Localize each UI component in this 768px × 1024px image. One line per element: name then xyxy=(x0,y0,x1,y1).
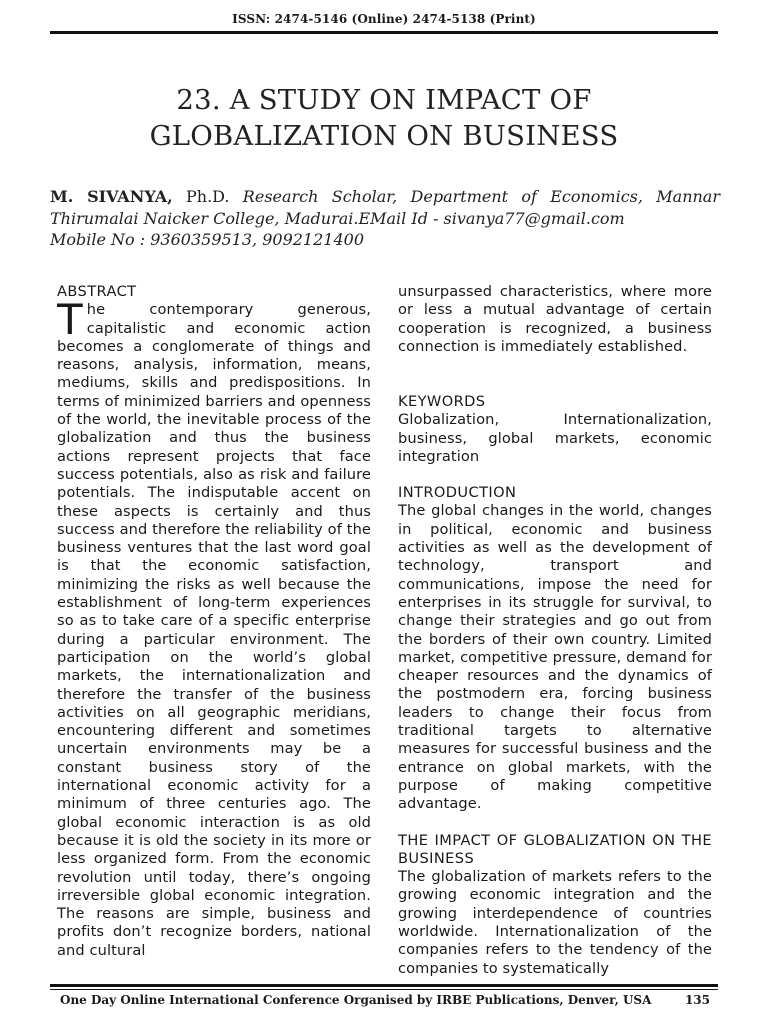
right-column xyxy=(398,283,712,978)
introduction-heading: INTRODUCTION xyxy=(398,484,517,502)
author-degree: Ph.D. xyxy=(186,187,230,206)
abstract-continued xyxy=(398,283,712,375)
footer-rule xyxy=(50,984,718,987)
impact-text: The globalization of markets refers to the growing economic integration and the growing interdependence of countries worldwide. Internationalization of the companies refers to the tendency of the companies to systematically xyxy=(398,868,712,977)
title-line-2: GLOBALIZATION ON BUSINESS xyxy=(149,120,619,152)
impact-heading: THE IMPACT OF GLOBALIZATION ON THE BUSINESS xyxy=(398,831,712,867)
keywords-text: Globalization, Internationalization, business, global markets, economic integration xyxy=(398,411,712,465)
abstract-dropcap: T xyxy=(57,301,83,345)
footer xyxy=(60,993,710,1007)
introduction-text: The global changes in the world, changes in political, economic and business activities as well as the development of technology, transport and communications, impose the need for enterprises in its struggle for survival, to change their strategies and go out from the borders of their own country. Limited market, competitive pressure, demand for cheaper resources and the dynamics of the postmodern era, forcing business leaders to change their focus from traditional targets to alternative measures for successful business and the entrance on global markets, with the purpose of making competitive advantage. xyxy=(398,502,712,813)
keywords-heading: KEYWORDS xyxy=(398,393,486,410)
issn-header: ISSN: 2474-5146 (Online) 2474-5138 (Print) xyxy=(232,12,536,26)
abstract-text: he contemporary generous, capitalistic and economic action becomes a conglomerate of things and reasons, analysis, information, means, mediums, skills and predispositions. In terms of minimized barriers and openness of the world, the inevitable process of the globalization and thus the business actions represent projects that face success potentials, also as risk and failure potentials. The indisputable accent on these aspects is certainly and thus success and therefore the reliability of the business ventures that the last word goal is that the economic satisfaction, minimizing the risks as well because the establishment of long-term experiences so as to take care of a specific enterprise during a particular environment. The participation on the world’s global markets, the internationalization and therefore the transfer of the business activities on all geographic meridians, encountering different and sometimes uncertain environments may be a constant business story of the international economic activity for a minimum of three centuries ago. The global economic interaction is as old because it is old the society in its more or less organized form. From the economic revolution until today, there’s ongoing irreversible global economic integration. The reasons are simple, business and profits don’t recognize borders, national and cultural xyxy=(57,301,371,959)
paper-title xyxy=(50,82,718,154)
abstract-body xyxy=(57,301,371,981)
author-name: M. SIVANYA, xyxy=(50,187,173,206)
left-column xyxy=(57,283,371,981)
page-number: 135 xyxy=(684,993,710,1007)
title-line-1: 23. A STUDY ON IMPACT OF xyxy=(176,84,592,116)
abstract-continued-text: unsurpassed characteristics, where more or less a mutual advantage of certain cooperation is recognized, a business connection is immediately established. xyxy=(398,283,712,355)
author-mobile: Mobile No : 9360359513, 9092121400 xyxy=(50,230,365,249)
header-rule xyxy=(50,31,718,34)
footer-text: One Day Online International Conference Organised by IRBE Publications, Denver, USA xyxy=(60,993,652,1007)
abstract-heading: ABSTRACT xyxy=(57,283,137,300)
author-affiliation: Research Scholar, Department of Economics, Mannar Thirumalai Naicker College, Madurai.EMail Id - sivanya77@gmail.com xyxy=(50,187,720,228)
author-block xyxy=(50,186,720,251)
footer-rule-thin xyxy=(50,989,718,990)
